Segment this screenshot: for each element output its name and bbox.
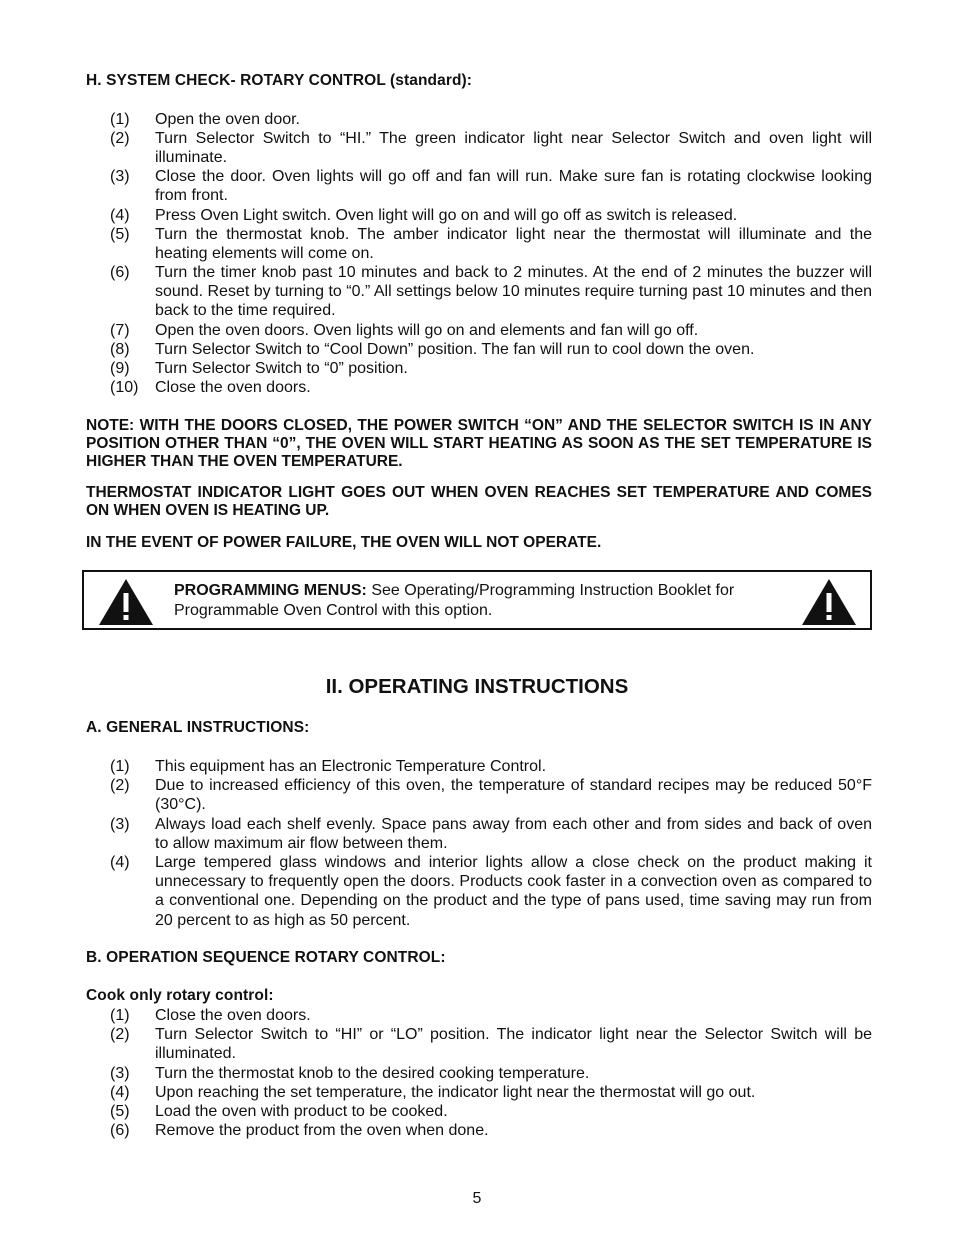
item-text: Close the door. Oven lights will go off and fan will run. Make sure fan is rotating clockwise looking from front.	[155, 168, 872, 205]
item-number: (3)	[110, 168, 130, 185]
item-number: (1)	[110, 111, 130, 128]
item-number: (1)	[110, 758, 130, 775]
warning-box	[82, 570, 872, 630]
item-text: Open the oven door.	[155, 111, 300, 128]
item-number: (7)	[110, 322, 130, 339]
item-text: Load the oven with product to be cooked.	[155, 1103, 448, 1120]
item-number: (4)	[110, 854, 130, 871]
item-text: Large tempered glass windows and interior lights allow a close check on the product making it unnecessary to frequently open the doors. Products cook faster in a convection oven as compared to a conventional one. Depending on the product and the type of pans used, time saving may run from 20 percent to as high as 50 percent.	[155, 854, 872, 929]
item-text: Due to increased efficiency of this oven, the temperature of standard recipes may be reduced 50°F (30°C).	[155, 777, 872, 814]
item-number: (2)	[110, 130, 130, 147]
section-h-heading: H. SYSTEM CHECK- ROTARY CONTROL (standard):	[86, 72, 473, 89]
note-paragraph: THERMOSTAT INDICATOR LIGHT GOES OUT WHEN OVEN REACHES SET TEMPERATURE AND COMES ON WHEN OVEN IS HEATING UP.	[86, 484, 872, 520]
warning-label: PROGRAMMING MENUS:	[174, 582, 367, 599]
item-number: (9)	[110, 360, 130, 377]
item-number: (6)	[110, 264, 130, 281]
warning-triangle-icon	[98, 578, 154, 626]
item-text: Press Oven Light switch. Oven light will go on and will go off as switch is released.	[155, 207, 738, 224]
item-text: Remove the product from the oven when done.	[155, 1122, 489, 1139]
item-text: This equipment has an Electronic Temperature Control.	[155, 758, 547, 775]
item-text: Turn Selector Switch to “HI” or “LO” position. The indicator light near the Selector Switch will be illuminated.	[155, 1026, 872, 1063]
note-paragraph: IN THE EVENT OF POWER FAILURE, THE OVEN WILL NOT OPERATE.	[86, 534, 602, 551]
item-number: (6)	[110, 1122, 130, 1139]
page-number: 5	[472, 1190, 482, 1207]
item-number: (1)	[110, 1007, 130, 1024]
warning-body: See Operating/Programming Instruction Booklet for Programmable Oven Control with this option.	[174, 582, 735, 619]
item-number: (3)	[110, 816, 130, 833]
warning-text	[174, 581, 804, 620]
item-number: (10)	[110, 379, 139, 396]
note-paragraph: NOTE: WITH THE DOORS CLOSED, THE POWER SWITCH “ON” AND THE SELECTOR SWITCH IS IN ANY POSITION OTHER THAN “0”, THE OVEN WILL START HEATING AS SOON AS THE SET TEMPERATURE IS HIGHER THAN THE OVEN TEMPERATURE.	[86, 417, 872, 471]
item-number: (5)	[110, 226, 130, 243]
section-title: II. OPERATING INSTRUCTIONS	[325, 675, 629, 698]
item-text: Close the oven doors.	[155, 1007, 311, 1024]
item-text: Turn the timer knob past 10 minutes and back to 2 minutes. At the end of 2 minutes the buzzer will sound. Reset by turning to “0.” All settings below 10 minutes require turning past 10 minutes and then back to the time required.	[155, 264, 872, 320]
warning-triangle-icon	[801, 578, 857, 626]
item-number: (2)	[110, 777, 130, 794]
item-number: (4)	[110, 207, 130, 224]
item-number: (5)	[110, 1103, 130, 1120]
item-text: Always load each shelf evenly. Space pans away from each other and from sides and back of oven to allow maximum air flow between them.	[155, 816, 872, 853]
item-text: Turn Selector Switch to “Cool Down” position. The fan will run to cool down the oven.	[155, 341, 755, 358]
item-text: Upon reaching the set temperature, the indicator light near the thermostat will go out.	[155, 1084, 756, 1101]
item-number: (4)	[110, 1084, 130, 1101]
item-text: Turn the thermostat knob. The amber indicator light near the thermostat will illuminate and the heating elements will come on.	[155, 226, 872, 263]
item-text: Turn Selector Switch to “0” position.	[155, 360, 408, 377]
item-number: (3)	[110, 1065, 130, 1082]
item-text: Turn the thermostat knob to the desired cooking temperature.	[155, 1065, 590, 1082]
item-text: Close the oven doors.	[155, 379, 311, 396]
item-text: Turn Selector Switch to “HI.” The green indicator light near Selector Switch and oven light will illuminate.	[155, 130, 872, 167]
subsection-b-subheading: Cook only rotary control:	[86, 987, 274, 1004]
item-number: (8)	[110, 341, 130, 358]
subsection-b-heading: B. OPERATION SEQUENCE ROTARY CONTROL:	[86, 949, 446, 966]
subsection-a-heading: A. GENERAL INSTRUCTIONS:	[86, 719, 310, 736]
item-text: Open the oven doors. Oven lights will go on and elements and fan will go off.	[155, 322, 699, 339]
item-number: (2)	[110, 1026, 130, 1043]
